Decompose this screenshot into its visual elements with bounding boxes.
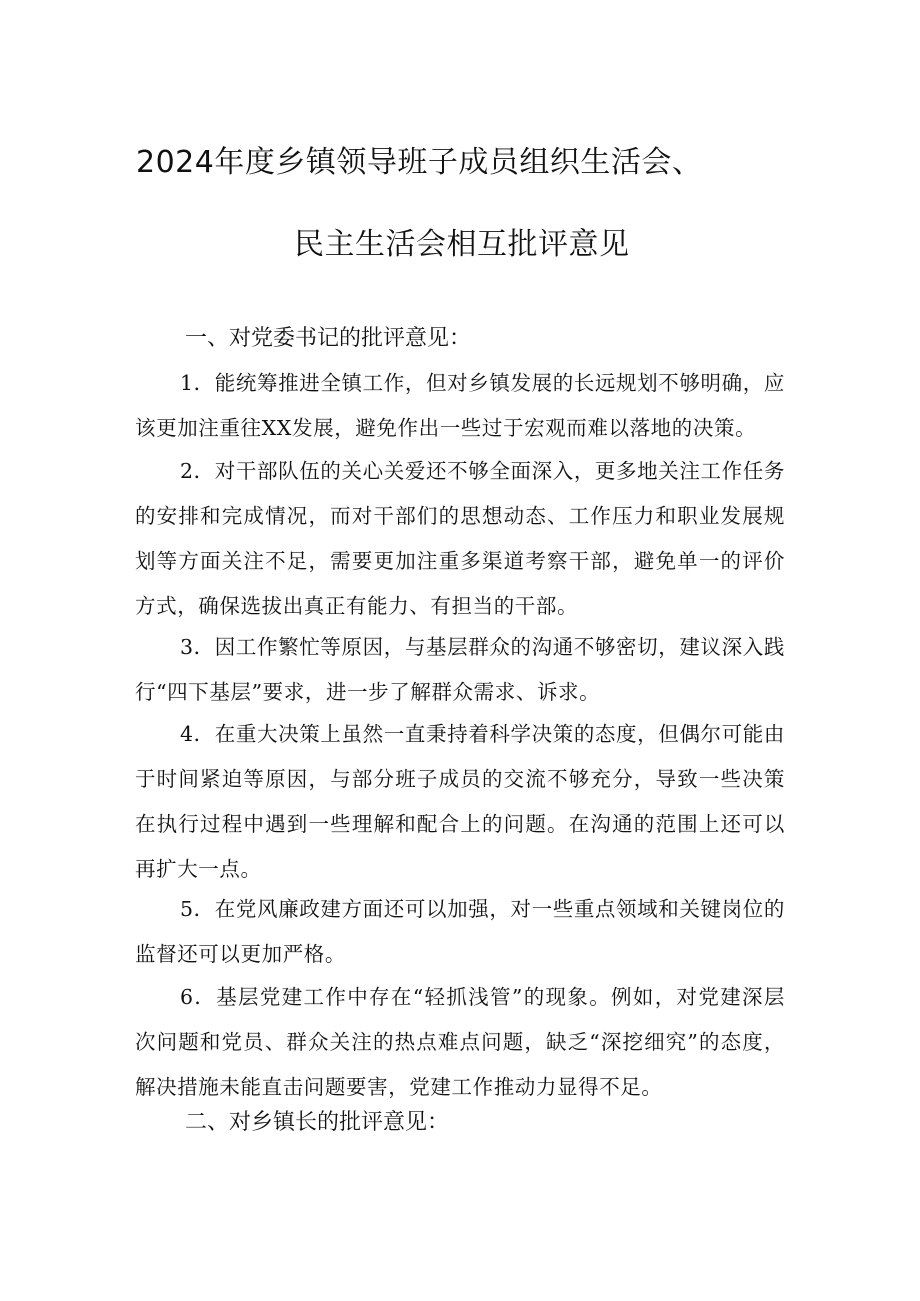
criticism-item-4: 4．在重大决策上虽然一直秉持着科学决策的态度，但偶尔可能由于时间紧迫等原因，与部分班子成员的交流不够充分，导致一些决策在执行过程中遇到一些理解和配合上的问题。在沟通的范围上还可以再扩大一点。 (135, 722, 785, 881)
section-heading-township-head: 二、对乡镇长的批评意见： (185, 1110, 450, 1135)
criticism-item-3: 3．因工作繁忙等原因，与基层群众的沟通不够密切，建议深入践行“四下基层”要求，进一步了解群众需求、诉求。 (135, 635, 785, 704)
criticism-item-6: 6．基层党建工作中存在“轻抓浅管”的现象。例如，对党建深层次问题和党员、群众关注的热点难点问题，缺乏“深挖细究”的态度，解决措施未能直击问题要害，党建工作推动力显得不足。 (135, 985, 785, 1099)
criticism-item-2: 2．对干部队伍的关心关爱还不够全面深入，更多地关注工作任务的安排和完成情况，而对干部们的思想动态、工作压力和职业发展规划等方面关注不足，需要更加注重多渠道考察干部，避免单一的评价方式，确保选拔出真正有能力、有担当的干部。 (135, 459, 785, 618)
section-heading-party-secretary: 一、对党委书记的批评意见： (185, 326, 472, 351)
document-title-line-2: 民主生活会相互批评意见 (294, 227, 630, 262)
document-title-line-1: 2024年度乡镇领导班子成员组织生活会、 (136, 145, 703, 180)
criticism-item-5: 5．在党风廉政建方面还可以加强，对一些重点领域和关键岗位的监督还可以更加严格。 (135, 897, 785, 966)
criticism-item-1: 1．能统筹推进全镇工作，但对乡镇发展的长远规划不够明确，应该更加注重往XX发展，避免作出一些过于宏观而难以落地的决策。 (135, 371, 785, 440)
